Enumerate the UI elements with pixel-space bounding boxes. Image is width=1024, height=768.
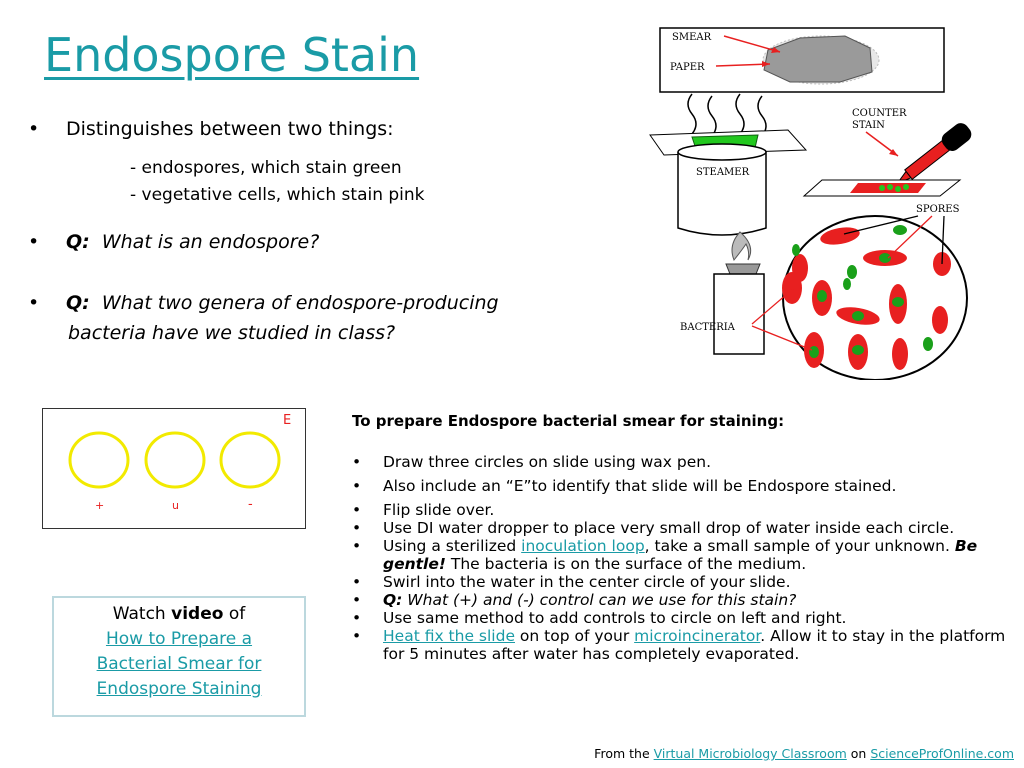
plus-circle [70, 433, 128, 487]
steamer-label: STEAMER [696, 167, 750, 178]
sub-endospores: - endospores, which stain green [130, 158, 402, 178]
question-genera [28, 292, 588, 348]
burner-body [714, 274, 764, 354]
bullet-text: Distinguishes between two things: [66, 118, 394, 140]
flame [732, 232, 751, 260]
heat-fix-link[interactable]: Heat fix the slide [383, 627, 515, 645]
counter-stain-label-2: STAIN [852, 120, 885, 131]
sub-vegetative: - vegetative cells, which stain pink [130, 185, 425, 205]
bullet-distinguishes [28, 118, 588, 142]
video-heading: Watch video of [112, 604, 246, 624]
question-endospore [28, 231, 588, 255]
footer: From the Virtual Microbiology Classroom on ScienceProfOnline.com [594, 746, 1014, 761]
minus-circle [221, 433, 279, 487]
q1-text: What is an endospore? [101, 231, 320, 253]
q2-text-line1: What two genera of endospore-producing [101, 292, 499, 314]
endospore-stain-diagram [600, 20, 1020, 380]
step-6: • Swirl into the water in the center circle of your slide. [352, 573, 791, 591]
step-8: • Use same method to add controls to circle on left and right. [352, 609, 847, 627]
unknown-circle [146, 433, 204, 487]
step-3: • Flip slide over. [352, 501, 495, 519]
q2-text-line2: bacteria have we studied in class? [68, 322, 396, 344]
video-box [52, 596, 306, 717]
spores-label: SPORES [916, 204, 960, 215]
steamer-can [678, 152, 766, 235]
procedure-title: To prepare Endospore bacterial smear for staining: [352, 412, 785, 430]
procedure-steps [352, 453, 1017, 663]
microincinerator-link[interactable]: microincinerator [634, 627, 761, 645]
paper-label: PAPER [670, 62, 705, 73]
video-link[interactable]: How to Prepare a Bacterial Smear for Endospore Staining [96, 629, 262, 699]
u-label: u [172, 499, 179, 512]
minus-label: - [248, 497, 253, 512]
step-7: • Q: What (+) and (-) control can we use for this stain? [352, 591, 797, 609]
bacteria-label: BACTERIA [680, 322, 735, 333]
e-label: E [283, 413, 292, 428]
step-4: • Use DI water dropper to place very small drop of water inside each circle. [352, 519, 955, 537]
step-2: • Also include an “E”to identify that slide will be Endospore stained. [352, 477, 897, 495]
bullet-dot: • [28, 292, 40, 314]
step-9: • Heat fix the slide on top of your microincinerator. Allow it to stay in the platform for 5 minutes after water has completely evaporated. [352, 627, 1006, 663]
smear-label: SMEAR [672, 32, 712, 43]
page-title: Endospore Stain [44, 28, 420, 82]
slide-illustration [42, 408, 306, 529]
bullet-dot: • [28, 231, 40, 253]
step-1: • Draw three circles on slide using wax pen. [352, 453, 711, 471]
scienceprofonline-link[interactable]: ScienceProfOnline.com [870, 746, 1014, 761]
plus-label: + [95, 499, 105, 512]
burner-head [726, 264, 760, 274]
q-label: Q: [66, 292, 90, 314]
virtual-microbiology-link[interactable]: Virtual Microbiology Classroom [653, 746, 847, 761]
counter-stain-label: COUNTER [852, 108, 907, 119]
bullet-dot: • [28, 118, 40, 140]
step-5: • Using a sterilized inoculation loop, take a small sample of your unknown. Be gentle! The bacteria is on the surface of the medium. [352, 537, 978, 573]
inoculation-loop-link[interactable]: inoculation loop [521, 537, 645, 555]
q-label: Q: [66, 231, 90, 253]
